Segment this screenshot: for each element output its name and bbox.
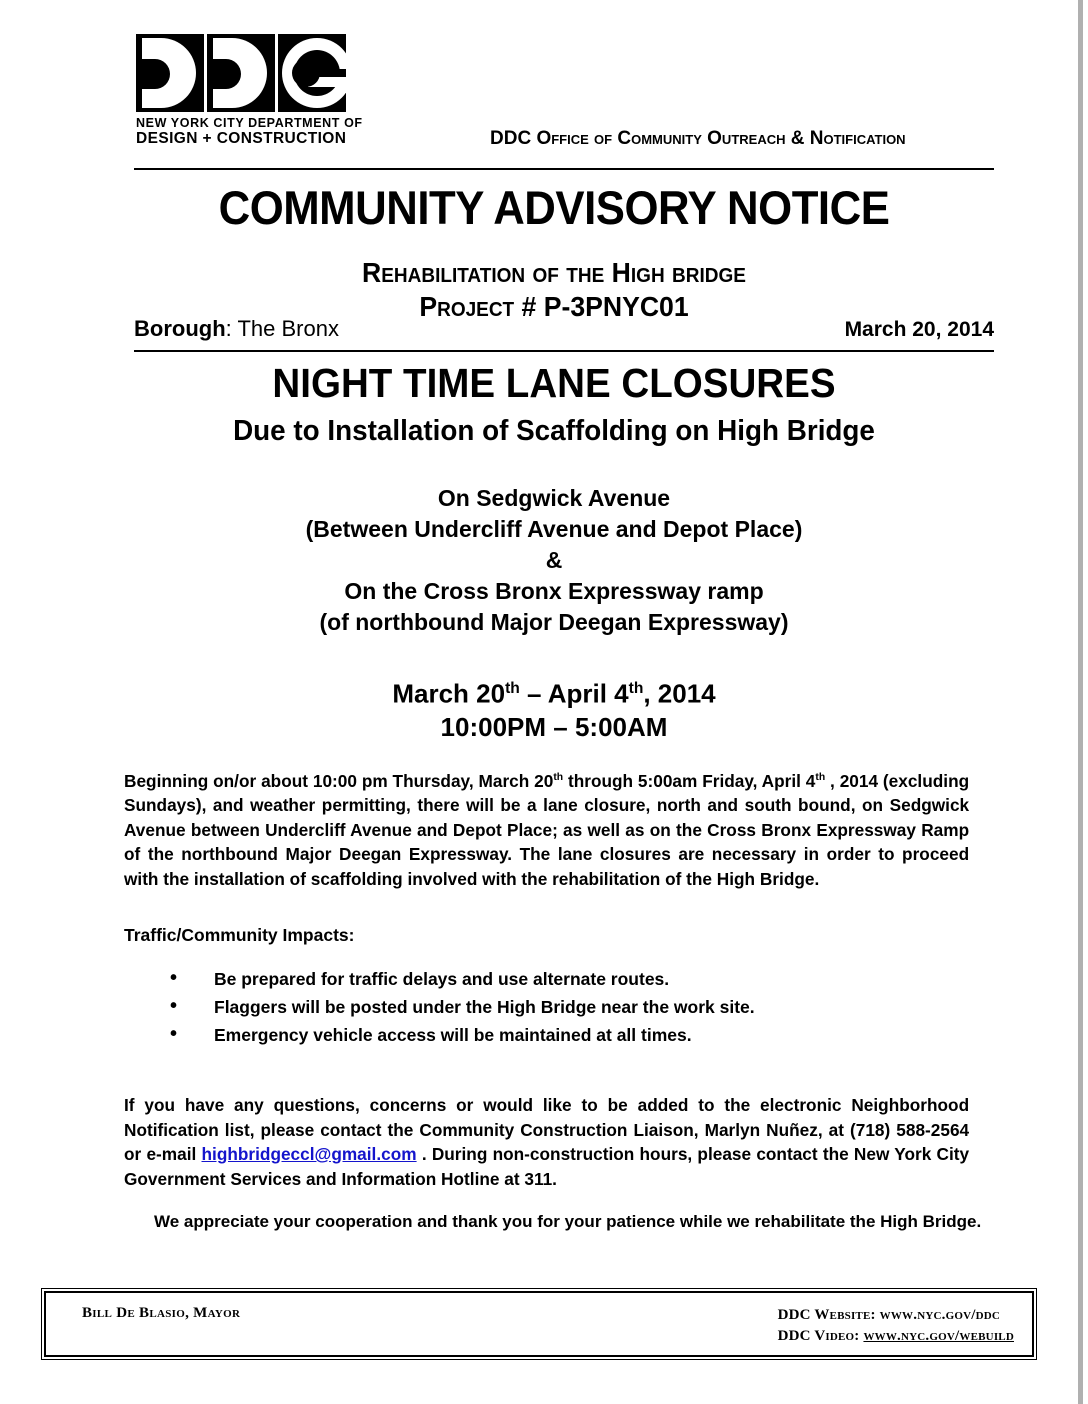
borough-label: Borough: [134, 316, 226, 341]
location-line-1: On Sedgwick Avenue: [437, 485, 671, 511]
project-subtitle: Rehabilitation of the High bridge: [362, 257, 746, 288]
header-divider: [134, 168, 994, 170]
project-number: Project # P-3PNYC01: [419, 291, 689, 322]
borough-date-row: [134, 316, 994, 342]
title-block: [120, 180, 988, 323]
logo-agency-line1: NEW YORK CITY DEPARTMENT OF: [136, 116, 363, 130]
mayor-name: Bill De Blasio, Mayor: [82, 1305, 241, 1321]
ddc-website-line: DDC Website: www.nyc.gov/ddc: [777, 1307, 1001, 1323]
schedule-dates: March 20th – April 4th, 2014: [392, 678, 716, 709]
headline-secondary: Due to Installation of Scaffolding on High Bridge: [233, 415, 875, 447]
logo-agency-line2: DESIGN + CONSTRUCTION: [136, 130, 347, 147]
notice-date: March 20, 2014: [844, 318, 994, 341]
logo-letter-d-first-icon: [136, 34, 204, 112]
weather-permitting-emphasis: weather permitting,: [250, 795, 411, 816]
ddc-video-line: DDC Video: www.nyc.gov/webuild: [777, 1328, 1014, 1344]
page-content: [120, 0, 994, 1231]
impacts-heading: Traffic/Community Impacts:: [124, 925, 355, 945]
excluding-sundays-emphasis: excluding Sundays: [124, 770, 970, 816]
ddc-video-url[interactable]: www.nyc.gov/webuild: [863, 1328, 1014, 1344]
location-line-2: (Between Undercliff Avenue and Depot Place): [305, 516, 803, 542]
document-footer: [44, 1291, 1034, 1357]
headline-block: [120, 360, 988, 448]
body-ordinal-second: th: [815, 771, 826, 783]
list-item: • Emergency vehicle access will be maintained at all times.: [170, 1021, 970, 1049]
list-item: • Be prepared for traffic delays and use alternate routes.: [170, 965, 970, 993]
page-title: COMMUNITY ADVISORY NOTICE: [218, 181, 890, 234]
date-ordinal-second: th: [628, 680, 644, 697]
schedule-block: [120, 672, 988, 744]
contact-email-link[interactable]: highbridgeccl@gmail.com: [201, 1144, 417, 1164]
borough-divider: [134, 350, 994, 352]
headline-primary: NIGHT TIME LANE CLOSURES: [272, 360, 836, 406]
document-header: [120, 0, 988, 160]
office-of-community-outreach-label: DDC Office of Community Outreach & Notification: [490, 128, 906, 149]
closing-statement: We appreciate your cooperation and thank you for your patience while we rehabilitate the High Bridge.: [154, 1212, 982, 1231]
contact-paragraph: If you have any questions, concerns or would like to be added to the electronic Neighborhood Notification list, please contact the Community Construction Liaison, Marlyn Nuñez, at (718) 588-2564 or e-mail highbridgeccl@gmail.com . During non-construction hours, please contact the New York City Government Services and Information Hotline at 311.: [124, 1095, 970, 1189]
body-ordinal-first: th: [553, 771, 564, 783]
list-item: • Flaggers will be posted under the High Bridge near the work site.: [170, 993, 970, 1021]
logo-letter-c-icon: [278, 34, 346, 112]
date-ordinal-first: th: [505, 680, 520, 697]
ddc-website-url: www.nyc.gov/ddc: [879, 1307, 1001, 1323]
borough-field: [134, 316, 339, 342]
location-block: [120, 483, 988, 638]
location-line-3: &: [545, 547, 563, 573]
location-line-4: On the Cross Bronx Expressway ramp: [344, 578, 764, 604]
impacts-list: [124, 965, 970, 1049]
ddc-logo-marks: [136, 34, 346, 112]
notice-body-paragraph: Beginning on/or about 10:00 pm Thursday, March 20th through 5:00am Friday, April 4th , 2014 (excluding Sundays), and weather permitting, there will be a lane closure, north and south bound, on Sedgwick Avenue between Undercliff Avenue and Depot Place; as well as on the Cross Bronx Expressway Ramp of the northbound Major Deegan Expressway. The lane closures are necessary in order to proceed with the installation of scaffolding involved with the rehabilitation of the High Bridge.: [124, 770, 970, 889]
borough-value: : The Bronx: [225, 316, 339, 341]
schedule-times: 10:00PM – 5:00AM: [440, 711, 668, 742]
footer-links: [778, 1305, 1014, 1355]
ddc-logo: [136, 34, 363, 148]
location-line-5: (of northbound Major Deegan Expressway): [319, 609, 789, 635]
logo-letter-d-second-icon: [207, 34, 275, 112]
